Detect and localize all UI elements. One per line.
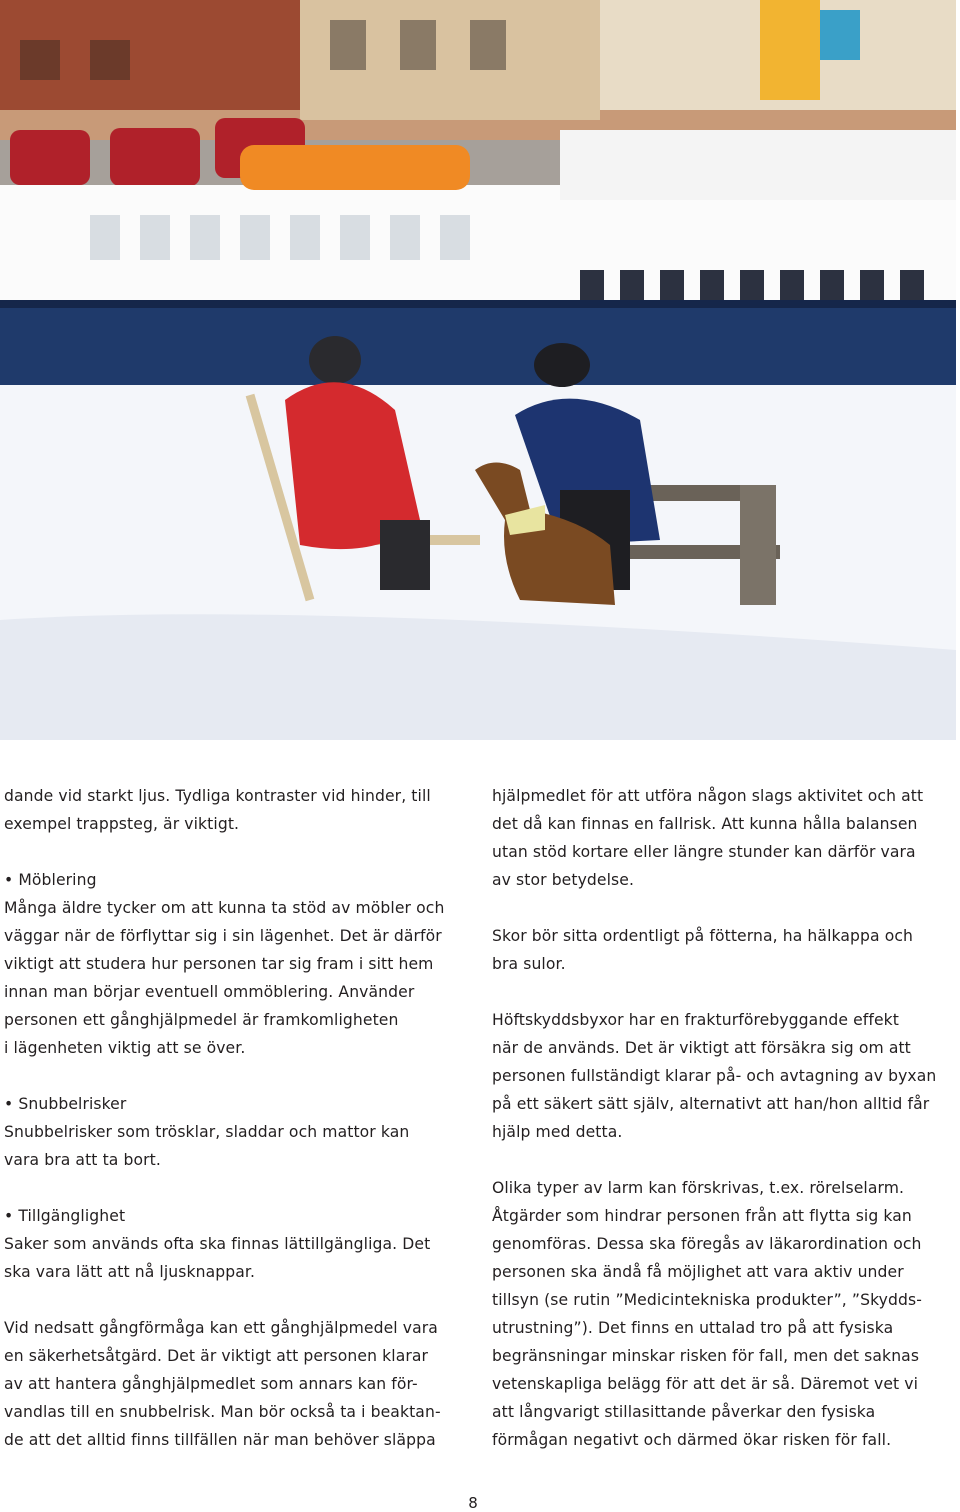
hip-protector-paragraph: Höftskyddsbyxor har en frakturförebyggande effekt när de används. Det är viktigt att försäkra sig om att personen fullständigt klarar på- och avtagning av byxan på ett säkert sätt själv, alternativt att han/hon alltid får hjälp med detta.: [492, 1011, 937, 1141]
left-column: [4, 782, 474, 1454]
accessibility-section: • Tillgänglighet Saker som används ofta ska finnas lättillgängliga. Det ska vara lätt att nå ljusknappar.: [4, 1202, 474, 1286]
tripping-section: • Snubbelrisker Snubbelrisker som trösklar, sladdar och mattor kan vara bra att ta bort.: [4, 1090, 474, 1174]
furniture-heading: • Möblering: [4, 871, 97, 889]
tripping-heading: • Snubbelrisker: [4, 1095, 127, 1113]
intro-paragraph: dande vid starkt ljus. Tydliga kontraster vid hinder, till exempel trappsteg, är viktigt.: [4, 787, 431, 833]
right-column: [492, 782, 956, 1454]
shoes-paragraph: Skor bör sitta ordentligt på fötterna, ha hälkappa och bra sulor.: [492, 927, 914, 973]
alarm-paragraph: Olika typer av larm kan förskrivas, t.ex. rörelselarm. Åtgärder som hindrar personen från att flytta sig kan genomföras. Dessa ska föregås av läkarordination och personen ska ändå få möjlighet att vara aktiv under tillsyn (se rutin ”Medicintekniska produkter”, ”Skydds- utrustning”). Det finns en uttalad tro på att fysiska begränsningar minskar risken för fall, men det saknas vetenskapliga belägg för att det är så. Däremot vet vi att långvarigt stillasittande påverkar den fysiska förmågan negativt och därmed ökar risken för fall.: [492, 1179, 922, 1449]
continuation-paragraph: hjälpmedlet för att utföra någon slags aktivitet och att det då kan finnas en fallrisk. Att kunna hålla balansen utan stöd kortare eller längre stunder kan därför vara av stor betydelse.: [492, 787, 924, 889]
furniture-section: • Möblering Många äldre tycker om att kunna ta stöd av möbler och väggar när de förflyttar sig i sin lägenhet. Det är därför viktigt att studera hur personen tar sig fram i sitt hem innan man börjar eventuell ommöblering. Använder personen ett gånghjälpmedel är framkomligheten i lägenheten viktig att se över.: [4, 866, 474, 1062]
walking-paragraph: Vid nedsatt gångförmåga kan ett gånghjälpmedel vara en säkerhetsåtgärd. Det är viktigt att personen klarar av att hantera gånghjälpmedlet som annars kan för- vandlas till en snubbelrisk. Man bör också ta i beaktan- de att det alltid finns tillfällen när man behöver släppa: [4, 1319, 441, 1449]
page-number: 8: [468, 1494, 478, 1512]
winter-photo: [0, 0, 956, 740]
accessibility-heading: • Tillgänglighet: [4, 1207, 126, 1225]
